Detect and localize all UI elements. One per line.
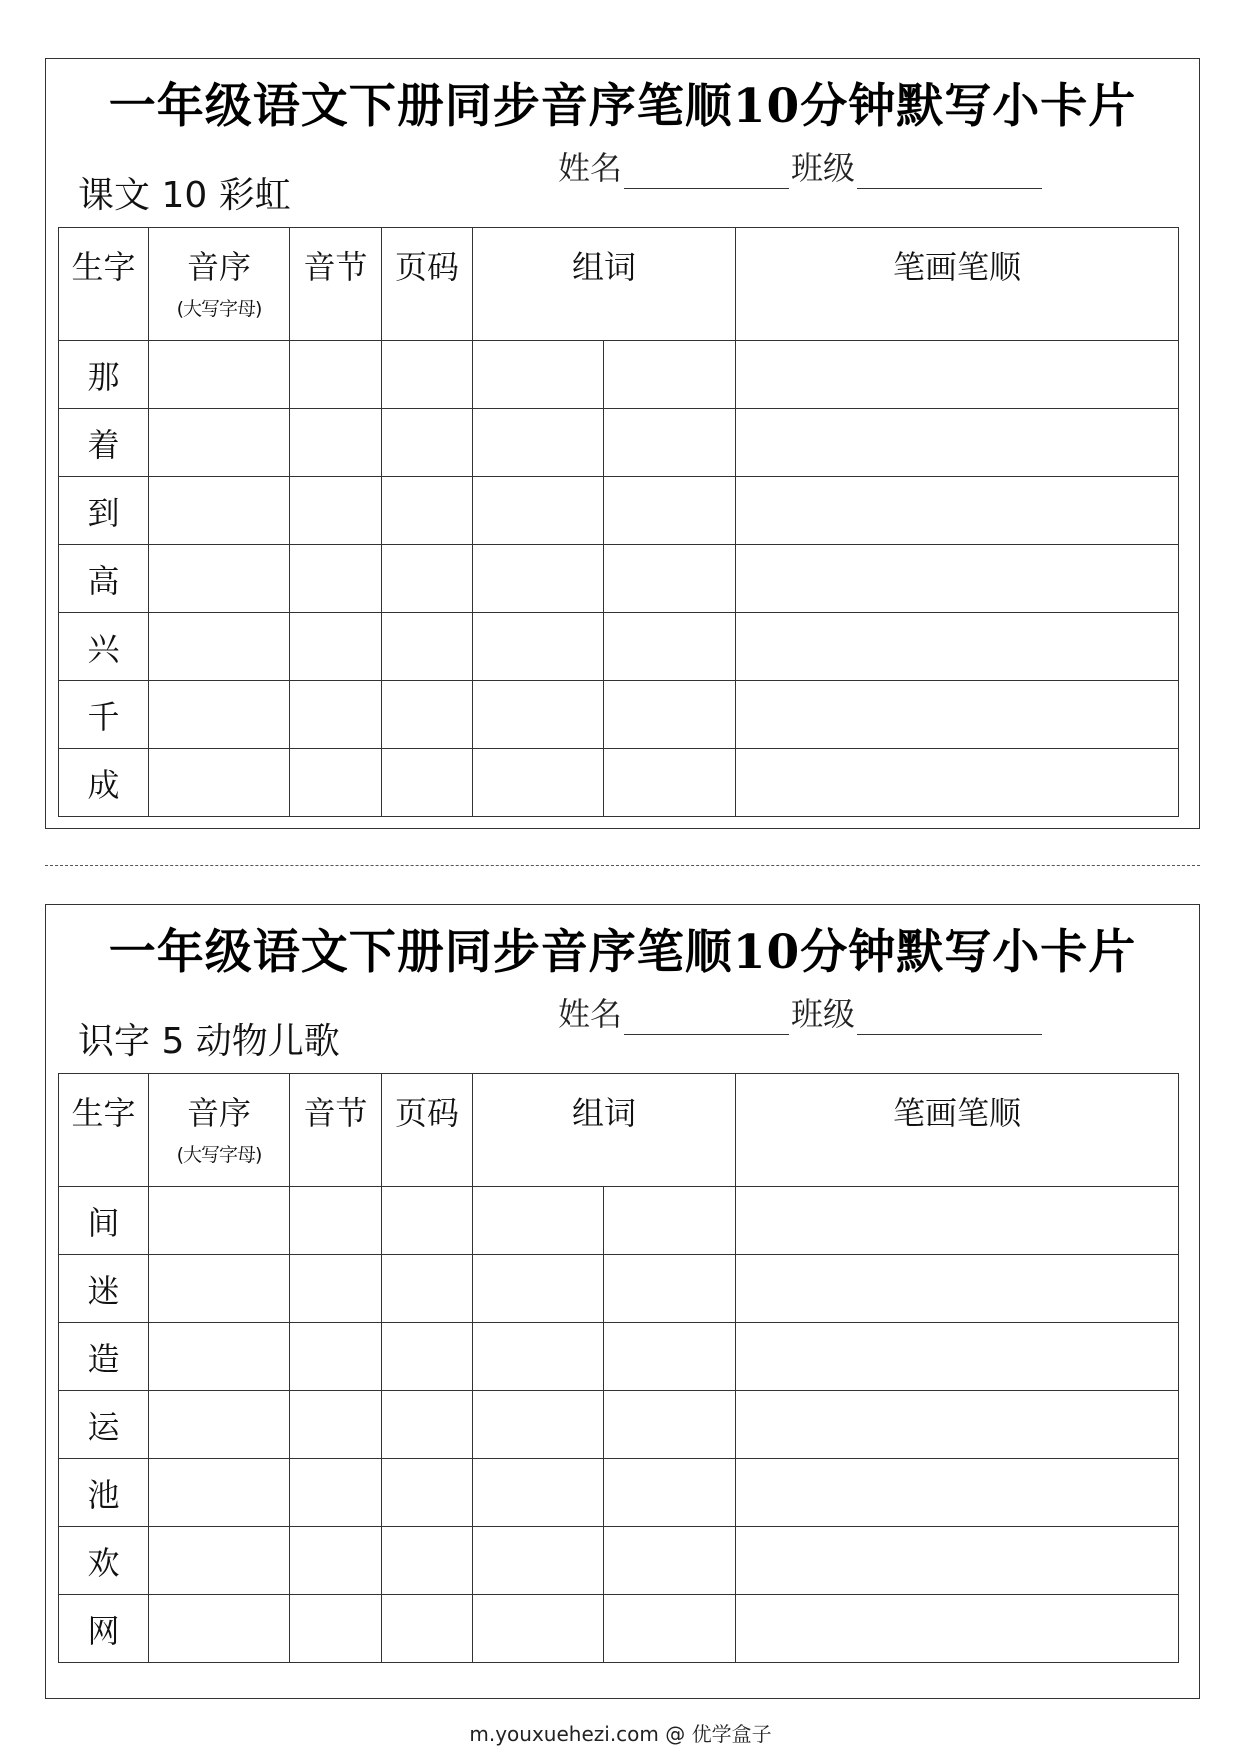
char-cell: 网 bbox=[59, 1595, 149, 1663]
worksheet-card-1 bbox=[45, 58, 1200, 829]
index-cell[interactable] bbox=[149, 1255, 290, 1323]
header-syllable: 音节 bbox=[290, 228, 382, 341]
table-row bbox=[59, 477, 1179, 545]
index-cell[interactable] bbox=[149, 1459, 290, 1527]
char-cell: 千 bbox=[59, 681, 149, 749]
index-cell[interactable] bbox=[149, 749, 290, 817]
class-label: 班级 bbox=[791, 995, 856, 1033]
syllable-cell[interactable] bbox=[290, 1255, 382, 1323]
name-class-fields bbox=[558, 989, 1044, 1035]
word-cell-1[interactable] bbox=[473, 1527, 604, 1595]
page-cell[interactable] bbox=[382, 409, 473, 477]
word-cell-1[interactable] bbox=[473, 1391, 604, 1459]
word-cell-1[interactable] bbox=[473, 409, 604, 477]
char-cell: 那 bbox=[59, 341, 149, 409]
syllable-cell[interactable] bbox=[290, 477, 382, 545]
header-char: 生字 bbox=[59, 1074, 149, 1187]
syllable-cell[interactable] bbox=[290, 1323, 382, 1391]
word-cell-2[interactable] bbox=[604, 613, 736, 681]
header-page: 页码 bbox=[382, 228, 473, 341]
table-row bbox=[59, 1187, 1179, 1255]
page-cell[interactable] bbox=[382, 341, 473, 409]
header-index bbox=[149, 228, 290, 341]
name-label: 姓名 bbox=[558, 995, 623, 1033]
footer-credit: m.youxuehezi.com @ 优学盒子 bbox=[469, 1722, 772, 1746]
word-cell-2[interactable] bbox=[604, 681, 736, 749]
word-cell-1[interactable] bbox=[473, 613, 604, 681]
strokes-cell[interactable] bbox=[736, 1323, 1179, 1391]
syllable-cell[interactable] bbox=[290, 1459, 382, 1527]
syllable-cell[interactable] bbox=[290, 749, 382, 817]
name-blank[interactable] bbox=[624, 160, 789, 189]
word-cell-1[interactable] bbox=[473, 681, 604, 749]
char-cell: 欢 bbox=[59, 1527, 149, 1595]
char-cell: 到 bbox=[59, 477, 149, 545]
header-strokes: 笔画笔顺 bbox=[736, 1074, 1179, 1187]
word-cell-2[interactable] bbox=[604, 1595, 736, 1663]
syllable-cell[interactable] bbox=[290, 1187, 382, 1255]
index-cell[interactable] bbox=[149, 681, 290, 749]
lesson-title: 识字 5 动物儿歌 bbox=[78, 1021, 340, 1062]
card-title: 一年级语文下册同步音序笔顺10分钟默写小卡片 bbox=[108, 79, 1137, 134]
strokes-cell[interactable] bbox=[736, 477, 1179, 545]
strokes-cell[interactable] bbox=[736, 545, 1179, 613]
page-cell[interactable] bbox=[382, 1527, 473, 1595]
index-cell[interactable] bbox=[149, 477, 290, 545]
header-index-note: (大写字母) bbox=[176, 1144, 262, 1166]
class-blank[interactable] bbox=[857, 1006, 1042, 1035]
word-cell-1[interactable] bbox=[473, 341, 604, 409]
word-cell-2[interactable] bbox=[604, 477, 736, 545]
word-cell-2[interactable] bbox=[604, 409, 736, 477]
table-row bbox=[59, 1459, 1179, 1527]
char-cell: 迷 bbox=[59, 1255, 149, 1323]
header-words: 组词 bbox=[473, 1074, 736, 1187]
lesson-title: 课文 10 彩虹 bbox=[78, 175, 291, 216]
word-cell-1[interactable] bbox=[473, 545, 604, 613]
header-index-label: 音序 bbox=[186, 1094, 251, 1132]
strokes-cell[interactable] bbox=[736, 749, 1179, 817]
table-row bbox=[59, 681, 1179, 749]
table-row bbox=[59, 1391, 1179, 1459]
strokes-cell[interactable] bbox=[736, 409, 1179, 477]
dictation-table bbox=[58, 227, 1179, 817]
table-row bbox=[59, 545, 1179, 613]
header-char: 生字 bbox=[59, 228, 149, 341]
index-cell[interactable] bbox=[149, 1527, 290, 1595]
header-index bbox=[149, 1074, 290, 1187]
index-cell[interactable] bbox=[149, 1595, 290, 1663]
page-cell[interactable] bbox=[382, 681, 473, 749]
header-strokes: 笔画笔顺 bbox=[736, 228, 1179, 341]
word-cell-2[interactable] bbox=[604, 1187, 736, 1255]
header-page: 页码 bbox=[382, 1074, 473, 1187]
syllable-cell[interactable] bbox=[290, 1391, 382, 1459]
word-cell-1[interactable] bbox=[473, 1255, 604, 1323]
syllable-cell[interactable] bbox=[290, 409, 382, 477]
word-cell-2[interactable] bbox=[604, 341, 736, 409]
table-row bbox=[59, 613, 1179, 681]
strokes-cell[interactable] bbox=[736, 1527, 1179, 1595]
word-cell-2[interactable] bbox=[604, 1323, 736, 1391]
class-label: 班级 bbox=[791, 149, 856, 187]
page-cell[interactable] bbox=[382, 1595, 473, 1663]
index-cell[interactable] bbox=[149, 409, 290, 477]
table-row bbox=[59, 749, 1179, 817]
table-row bbox=[59, 1323, 1179, 1391]
header-index-note: (大写字母) bbox=[176, 298, 262, 320]
word-cell-2[interactable] bbox=[604, 749, 736, 817]
table-row bbox=[59, 341, 1179, 409]
char-cell: 着 bbox=[59, 409, 149, 477]
strokes-cell[interactable] bbox=[736, 1255, 1179, 1323]
syllable-cell[interactable] bbox=[290, 613, 382, 681]
table-row bbox=[59, 1255, 1179, 1323]
card-title: 一年级语文下册同步音序笔顺10分钟默写小卡片 bbox=[108, 925, 1137, 980]
index-cell[interactable] bbox=[149, 613, 290, 681]
header-row bbox=[59, 1074, 1179, 1187]
name-blank[interactable] bbox=[624, 1006, 789, 1035]
header-syllable: 音节 bbox=[290, 1074, 382, 1187]
header-index-label: 音序 bbox=[186, 248, 251, 286]
name-class-fields bbox=[558, 143, 1044, 189]
name-label: 姓名 bbox=[558, 149, 623, 187]
page-cell[interactable] bbox=[382, 477, 473, 545]
page-cell[interactable] bbox=[382, 1459, 473, 1527]
page-cell[interactable] bbox=[382, 613, 473, 681]
syllable-cell[interactable] bbox=[290, 1595, 382, 1663]
table-row bbox=[59, 1595, 1179, 1663]
syllable-cell[interactable] bbox=[290, 545, 382, 613]
index-cell[interactable] bbox=[149, 341, 290, 409]
word-cell-2[interactable] bbox=[604, 1255, 736, 1323]
word-cell-1[interactable] bbox=[473, 1459, 604, 1527]
header-row bbox=[59, 228, 1179, 341]
strokes-cell[interactable] bbox=[736, 1459, 1179, 1527]
index-cell[interactable] bbox=[149, 1187, 290, 1255]
char-cell: 高 bbox=[59, 545, 149, 613]
page-cell[interactable] bbox=[382, 749, 473, 817]
index-cell[interactable] bbox=[149, 1323, 290, 1391]
strokes-cell[interactable] bbox=[736, 1595, 1179, 1663]
char-cell: 造 bbox=[59, 1323, 149, 1391]
word-cell-2[interactable] bbox=[604, 1391, 736, 1459]
strokes-cell[interactable] bbox=[736, 341, 1179, 409]
char-cell: 池 bbox=[59, 1459, 149, 1527]
worksheet-card-2 bbox=[45, 904, 1200, 1699]
class-blank[interactable] bbox=[857, 160, 1042, 189]
page-cell[interactable] bbox=[382, 1391, 473, 1459]
word-cell-2[interactable] bbox=[604, 1459, 736, 1527]
index-cell[interactable] bbox=[149, 1391, 290, 1459]
page-cell[interactable] bbox=[382, 1187, 473, 1255]
word-cell-2[interactable] bbox=[604, 1527, 736, 1595]
table-row bbox=[59, 1527, 1179, 1595]
dictation-table bbox=[58, 1073, 1179, 1663]
word-cell-1[interactable] bbox=[473, 1323, 604, 1391]
word-cell-2[interactable] bbox=[604, 545, 736, 613]
page-cell[interactable] bbox=[382, 1323, 473, 1391]
char-cell: 成 bbox=[59, 749, 149, 817]
strokes-cell[interactable] bbox=[736, 1391, 1179, 1459]
char-cell: 运 bbox=[59, 1391, 149, 1459]
strokes-cell[interactable] bbox=[736, 681, 1179, 749]
header-words: 组词 bbox=[473, 228, 736, 341]
strokes-cell[interactable] bbox=[736, 1187, 1179, 1255]
char-cell: 间 bbox=[59, 1187, 149, 1255]
index-cell[interactable] bbox=[149, 545, 290, 613]
cut-line bbox=[45, 865, 1200, 866]
table-row bbox=[59, 409, 1179, 477]
strokes-cell[interactable] bbox=[736, 613, 1179, 681]
word-cell-1[interactable] bbox=[473, 749, 604, 817]
syllable-cell[interactable] bbox=[290, 1527, 382, 1595]
page-cell[interactable] bbox=[382, 545, 473, 613]
word-cell-1[interactable] bbox=[473, 1187, 604, 1255]
word-cell-1[interactable] bbox=[473, 477, 604, 545]
word-cell-1[interactable] bbox=[473, 1595, 604, 1663]
syllable-cell[interactable] bbox=[290, 681, 382, 749]
page-cell[interactable] bbox=[382, 1255, 473, 1323]
char-cell: 兴 bbox=[59, 613, 149, 681]
syllable-cell[interactable] bbox=[290, 341, 382, 409]
